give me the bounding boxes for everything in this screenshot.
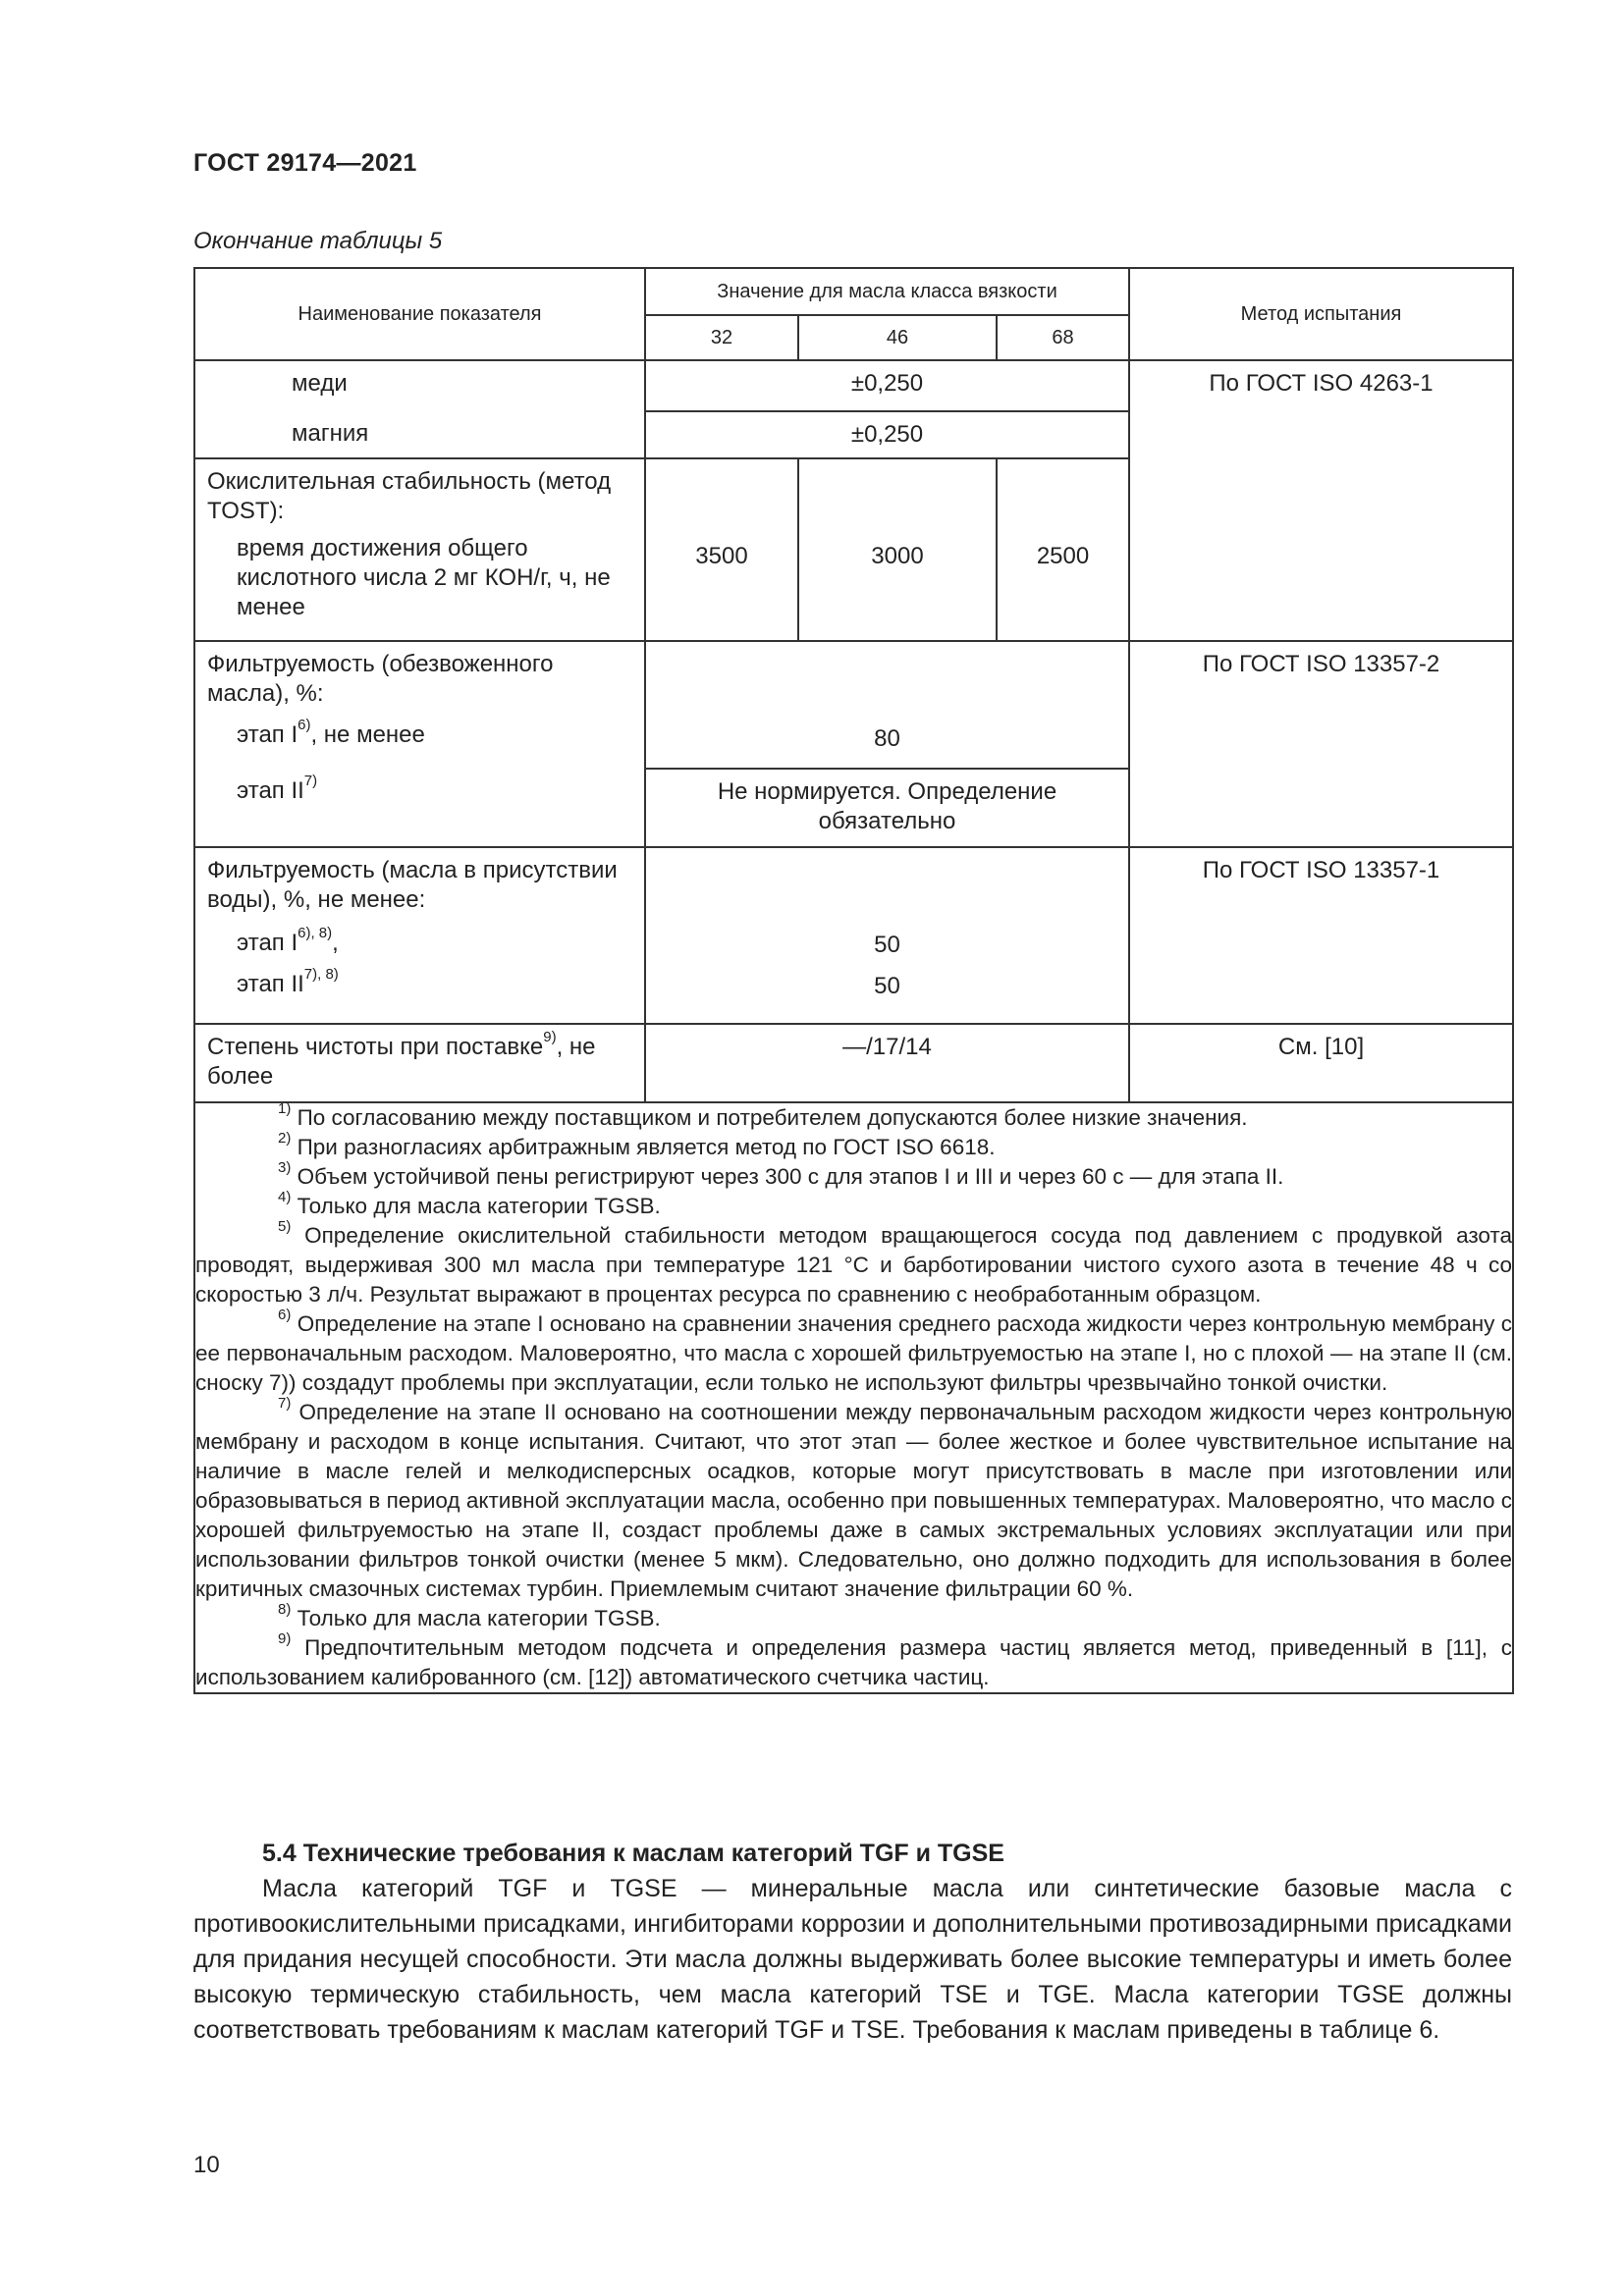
- oxidation-sub: время достижения общего кислотного числа 2 мг КОН/г, ч, не менее: [237, 535, 611, 620]
- row-copper-method: По ГОСТ ISO 4263-1: [1129, 360, 1513, 641]
- row-filt1-value: 80: [645, 641, 1129, 769]
- row-filt2-method: По ГОСТ ISO 13357-1: [1129, 847, 1513, 1024]
- oxidation-heading: Окислительная стабильность (метод TOST):: [207, 468, 612, 524]
- col-header-method: Метод испытания: [1129, 268, 1513, 360]
- section-5-4: [193, 1836, 1512, 2048]
- section-title: 5.4 Технические требования к маслам категорий TGF и TGSE: [262, 1840, 1004, 1867]
- row-oxidation-68: 2500: [997, 458, 1129, 641]
- filt2-heading: Фильтруемость (масла в присутствии воды), %, не менее:: [207, 857, 618, 913]
- footnote-3: $^{3)}$ Объем устойчивой пены регистрируют через 300 с для этапов I и III и через 60 с — для этапа II.: [278, 1158, 1284, 1189]
- footnote-9: $^{9)}$ Предпочтительным методом подсчета и определения размера частиц является метод, приведенный в [11], с использованием калиброванного (см. [12]) автоматического счетчика частиц.: [195, 1629, 1513, 1689]
- row-filt2-value: 50 50: [645, 847, 1129, 1024]
- row-oxidation-label: [194, 458, 645, 641]
- footnote-6: $^{6)}$ Определение на этапе I основано на сравнении значения среднего расхода жидкости через контрольную мембрану с ее первоначальным расходом. Маловероятно, что масла с хорошей фильтруемостью на этапе I, но с плохой — на этапе II (см. сноску 7)) создадут проблемы при эксплуатации, если только не используют фильтры чрезвычайно тонкой очистки.: [195, 1306, 1513, 1395]
- row-filt1-stage2-value: Не нормируется. Определение обязательно: [645, 769, 1129, 847]
- row-purity-label: Степень чистоты при поставке$^{9)}$, не более: [194, 1024, 645, 1102]
- filt1-stage1: этап $I^{6)}$, не менее: [237, 717, 425, 748]
- row-copper-label: меди: [194, 360, 645, 411]
- footnote-4: $^{4)}$ Только для масла категории TGSB.: [278, 1188, 661, 1218]
- footnote-2: $^{2)}$ При разногласиях арбитражным является метод по ГОСТ ISO 6618.: [278, 1129, 996, 1159]
- section-body: Масла категорий TGF и TGSE — минеральные масла или синтетические базовые масла с противоокислительными присадками, ингибиторами коррозии и дополнительными противозадирными присадками для придания несущей способности. Эти масла должны выдерживать более высокие температуры и иметь более высокую термическую стабильность, чем масла категорий TSE и TGE. Масла категории TGSE должны соответствовать требованиям к маслам категорий TGF и TSE. Требования к маслам приведены в таблице 6.: [193, 1875, 1512, 2044]
- row-magnesium-value: ±0,250: [645, 411, 1129, 458]
- page-number: 10: [193, 2152, 220, 2178]
- row-copper-value: ±0,250: [645, 360, 1129, 411]
- col-header-name: Наименование показателя: [194, 268, 645, 360]
- row-magnesium-label: магния: [194, 411, 645, 458]
- row-purity-method: См. [10]: [1129, 1024, 1513, 1102]
- footnotes: [194, 1099, 1513, 1693]
- col-header-46: 46: [798, 315, 997, 360]
- filt2-stage2: этап $II^{7), 8)}$: [237, 966, 339, 997]
- row-oxidation-46: 3000: [798, 458, 997, 641]
- footnote-5: $^{5)}$ Определение окислительной стабильности методом вращающегося сосуда под давлением с продувкой азота проводят, выдерживая 300 мл масла при температуре 121 °С и барботировании чистого сухого азота в течение 48 ч со скоростью 3 л/ч. Результат выражают в процентах ресурса по сравнению с необработанным образцом.: [195, 1217, 1513, 1307]
- document-header: ГОСТ 29174—2021: [193, 149, 417, 177]
- row-filt1-label: [194, 641, 645, 769]
- footnote-7: $^{7)}$ Определение на этапе II основано на соотношении между первоначальным расходом жидкости через контрольную мембрану и расходом в конце испытания. Считают, что этот этап — более жесткое и более чувствительное испытание на наличие в масле гелей и мелкодисперсных осадков, которые могут присутствовать в масле при изготовлении или образовываться в период активной эксплуатации масла, особенно при повышенных температурах. Маловероятно, что масло с хорошей фильтруемостью на этапе II, создаст проблемы даже в самых экстремальных условиях эксплуатации или при использовании фильтров тонкой очистки (менее 5 мкм). Следовательно, оно должно подходить для использования в более критичных смазочных системах турбин. Приемлемым считают значение фильтрации 60 %.: [195, 1394, 1513, 1601]
- row-filt1-stage2-label: этап II$^{7)}$: [194, 769, 645, 847]
- row-purity-value: —/17/14: [645, 1024, 1129, 1102]
- col-header-68: 68: [997, 315, 1129, 360]
- table-caption: Окончание таблицы 5: [193, 228, 443, 254]
- col-header-value: Значение для масла класса вязкости: [645, 268, 1129, 315]
- spec-table: [193, 267, 1514, 1694]
- row-filt2-label: [194, 847, 645, 1024]
- footnote-1: $^{1)}$ По согласованию между поставщиком и потребителем допускаются более низкие значения.: [278, 1099, 1248, 1130]
- col-header-32: 32: [645, 315, 798, 360]
- row-oxidation-32: 3500: [645, 458, 798, 641]
- footnote-8: $^{8)}$ Только для масла категории TGSB.: [278, 1600, 661, 1630]
- filt1-heading: Фильтруемость (обезвоженного масла), %:: [207, 651, 554, 707]
- row-filt1-method: По ГОСТ ISO 13357-2: [1129, 641, 1513, 847]
- filt2-stage1: этап $I^{6), 8)}$,: [237, 925, 339, 956]
